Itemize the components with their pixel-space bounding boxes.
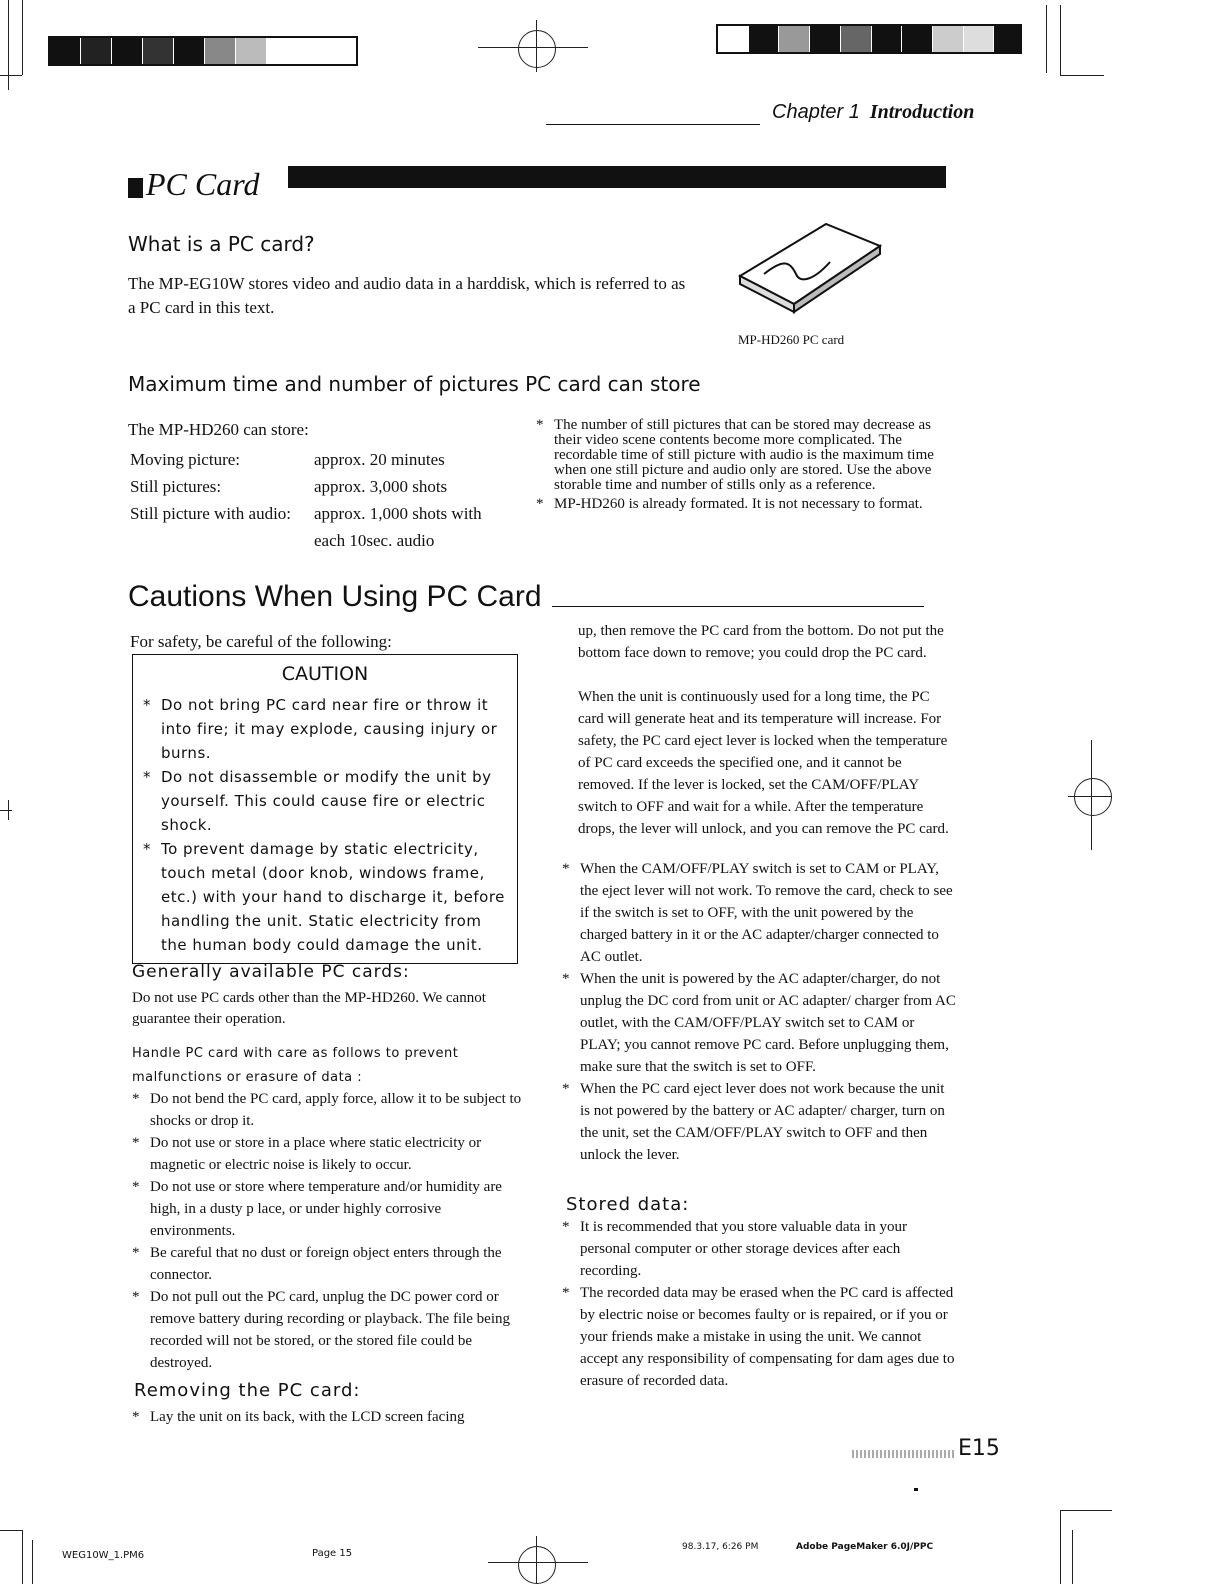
crop-mark bbox=[1072, 1530, 1073, 1584]
caution-items bbox=[143, 693, 509, 957]
capacity-label: Moving picture: bbox=[130, 450, 241, 469]
chapter-title: Introduction bbox=[869, 101, 975, 123]
generally-text: Do not use PC cards other than the MP-HD260. We cannot guarantee their operation. bbox=[132, 990, 486, 1027]
capacity-row bbox=[130, 502, 510, 529]
handle-item: * Be careful that no dust or foreign object enters through the connector. bbox=[132, 1242, 524, 1286]
footer-stamp: 98.3.17, 6:26 PM bbox=[682, 1542, 759, 1552]
crop-mark bbox=[1068, 796, 1112, 797]
maximum-intro: The MP-HD260 can store: bbox=[128, 420, 309, 439]
right-item: * When the unit is powered by the AC adapter/charger, do not unplug the DC cord from unit or AC adapter/ charger from AC outlet, with the CAM/OFF/PLAY switch set to CAM or PLAY; you cannot remove PC card. Before unplugging them, make sure that the switch is set to OFF. bbox=[562, 968, 956, 1078]
color-bar-left bbox=[48, 36, 358, 66]
pc-card-illustration bbox=[734, 218, 884, 318]
stored-item: * The recorded data may be erased when the PC card is affected by electric noise or becomes faulty or is repaired, or if you or your friends make a mistake in using the unit. We cannot accept any responsibility of compensating for dam ages due to erasure of recorded data. bbox=[562, 1282, 956, 1392]
capacity-row bbox=[130, 448, 510, 475]
cautions-rule bbox=[552, 606, 924, 607]
heading-what-is: What is a PC card? bbox=[128, 232, 315, 256]
right-item: * When the PC card eject lever does not work because the unit is not powered by the battery or AC adapter/ charger, turn on the unit, set the CAM/OFF/PLAY switch to OFF and then unlock the lever. bbox=[562, 1078, 956, 1166]
crop-mark bbox=[478, 47, 588, 48]
heading-maximum: Maximum time and number of pictures PC card can store bbox=[128, 372, 701, 396]
capacity-row bbox=[130, 475, 510, 502]
crop-mark bbox=[1060, 5, 1061, 75]
crop-mark bbox=[0, 810, 12, 811]
handle-item: * Do not pull out the PC card, unplug the DC power cord or remove battery during recording or playback. The file being recorded will not be stored, or the stored file could be destroyed. bbox=[132, 1286, 524, 1374]
image-caption: MP-HD260 PC card bbox=[738, 332, 845, 347]
footer-page: Page 15 bbox=[312, 1548, 353, 1559]
crop-mark bbox=[22, 0, 23, 75]
capacity-table bbox=[130, 448, 510, 556]
capacity-value: approx. 1,000 shots with bbox=[314, 504, 482, 523]
crop-mark bbox=[8, 800, 9, 820]
chapter-header bbox=[772, 101, 974, 124]
crop-mark bbox=[32, 1540, 33, 1584]
crop-mark bbox=[488, 1562, 588, 1563]
note-item: * MP-HD260 is already formated. It is not necessary to format. bbox=[536, 497, 952, 512]
heading-generally: Generally available PC cards: bbox=[132, 962, 410, 982]
right-paragraph: When the unit is continuously used for a long time, the PC card will generate heat and its temperature will increase. For safety, the PC card eject lever is locked when the temperature of PC card exceeds the specified one, and it cannot be removed. If the lever is locked, set the CAM/OFF/PLAY switch to OFF and wait for a while. After the temperature drops, the lever will unlock, and you can remove the PC card. bbox=[578, 689, 949, 837]
cautions-intro: For safety, be careful of the following: bbox=[130, 632, 392, 651]
capacity-row bbox=[130, 529, 510, 556]
capacity-label bbox=[130, 529, 314, 556]
note-item: * The number of still pictures that can be stored may decrease as their video scene contents become more complicated. The recordable time of still picture with audio is the maximum time when one still picture and audio only are stored. Use the above storable time and number of stills only as a reference. bbox=[536, 418, 952, 493]
right-continuation: up, then remove the PC card from the bottom. Do not put the bottom face down to remove; you could drop the PC card. bbox=[578, 623, 944, 661]
stored-items bbox=[562, 1216, 956, 1392]
chapter-label: Chapter 1 bbox=[772, 101, 860, 123]
capacity-value: approx. 20 minutes bbox=[314, 450, 445, 469]
crop-mark bbox=[536, 1536, 537, 1584]
page-dot bbox=[914, 1488, 918, 1491]
page-number: E15 bbox=[958, 1436, 1000, 1461]
caution-item: * To prevent damage by static electricity, touch metal (door knob, windows frame, etc.) with your hand to discharge it, before handling the unit. Static electricity from the human body could damage the unit. bbox=[143, 837, 509, 957]
stored-item: * It is recommended that you store valuable data in your personal computer or other storage devices after each recording. bbox=[562, 1216, 956, 1282]
crop-mark bbox=[1091, 740, 1092, 850]
right-item: * When the CAM/OFF/PLAY switch is set to CAM or PLAY, the eject lever will not work. To remove the card, check to see if the switch is set to OFF, with the unit powered by the charged battery in it or the AC adapter/charger connected to AC outlet. bbox=[562, 858, 956, 968]
registration-mark-top bbox=[518, 30, 556, 68]
crop-mark bbox=[1060, 75, 1104, 76]
capacity-label: Still picture with audio: bbox=[130, 504, 292, 523]
registration-mark-right bbox=[1074, 778, 1112, 816]
caution-item: * Do not disassemble or modify the unit by yourself. This could cause fire or electric shock. bbox=[143, 765, 509, 837]
crop-mark bbox=[1060, 1510, 1061, 1584]
capacity-value: each 10sec. audio bbox=[314, 531, 435, 550]
crop-mark bbox=[8, 0, 9, 90]
section-title: PC Card bbox=[146, 166, 260, 202]
heading-stored: Stored data: bbox=[566, 1194, 690, 1215]
handle-item: * Do not use or store in a place where static electricity or magnetic or electric noise is likely to occur. bbox=[132, 1132, 524, 1176]
footer-file: WEG10W_1.PM6 bbox=[62, 1550, 145, 1561]
handle-items bbox=[132, 1088, 524, 1374]
what-is-paragraph: The MP-EG10W stores video and audio data in a harddisk, which is referred to as a PC card in this text. bbox=[128, 274, 686, 317]
crop-mark bbox=[0, 1530, 22, 1531]
section-title-bar bbox=[288, 166, 946, 188]
capacity-value: approx. 3,000 shots bbox=[314, 477, 448, 496]
page-number-dots bbox=[852, 1450, 956, 1458]
removing-items bbox=[132, 1406, 524, 1428]
heading-cautions: Cautions When Using PC Card bbox=[128, 580, 542, 613]
registration-mark-bottom bbox=[518, 1546, 556, 1584]
footer-app: Adobe PageMaker 6.0J/PPC bbox=[796, 1542, 934, 1552]
crop-mark bbox=[536, 20, 537, 72]
right-items bbox=[562, 858, 956, 1166]
crop-mark bbox=[1060, 1510, 1112, 1511]
caution-item: * Do not bring PC card near fire or throw it into fire; it may explode, causing injury or burns. bbox=[143, 693, 509, 765]
maximum-notes bbox=[536, 418, 952, 512]
chapter-rule bbox=[546, 124, 760, 125]
caution-box bbox=[132, 654, 518, 964]
capacity-label: Still pictures: bbox=[130, 477, 222, 496]
caution-title: CAUTION bbox=[281, 663, 369, 685]
crop-mark bbox=[1046, 5, 1047, 73]
section-bullet bbox=[128, 178, 143, 198]
handle-item: * Do not use or store where temperature and/or humidity are high, in a dusty p lace, or under highly corrosive environments. bbox=[132, 1176, 524, 1242]
crop-mark bbox=[0, 75, 22, 76]
removing-item: * Lay the unit on its back, with the LCD screen facing bbox=[132, 1406, 524, 1428]
handle-item: * Do not bend the PC card, apply force, allow it to be subject to shocks or drop it. bbox=[132, 1088, 524, 1132]
crop-mark bbox=[22, 1530, 23, 1584]
color-bar-right bbox=[716, 24, 1022, 54]
heading-removing: Removing the PC card: bbox=[134, 1380, 361, 1401]
heading-handle: Handle PC card with care as follows to prevent malfunctions or erasure of data : bbox=[132, 1046, 459, 1085]
